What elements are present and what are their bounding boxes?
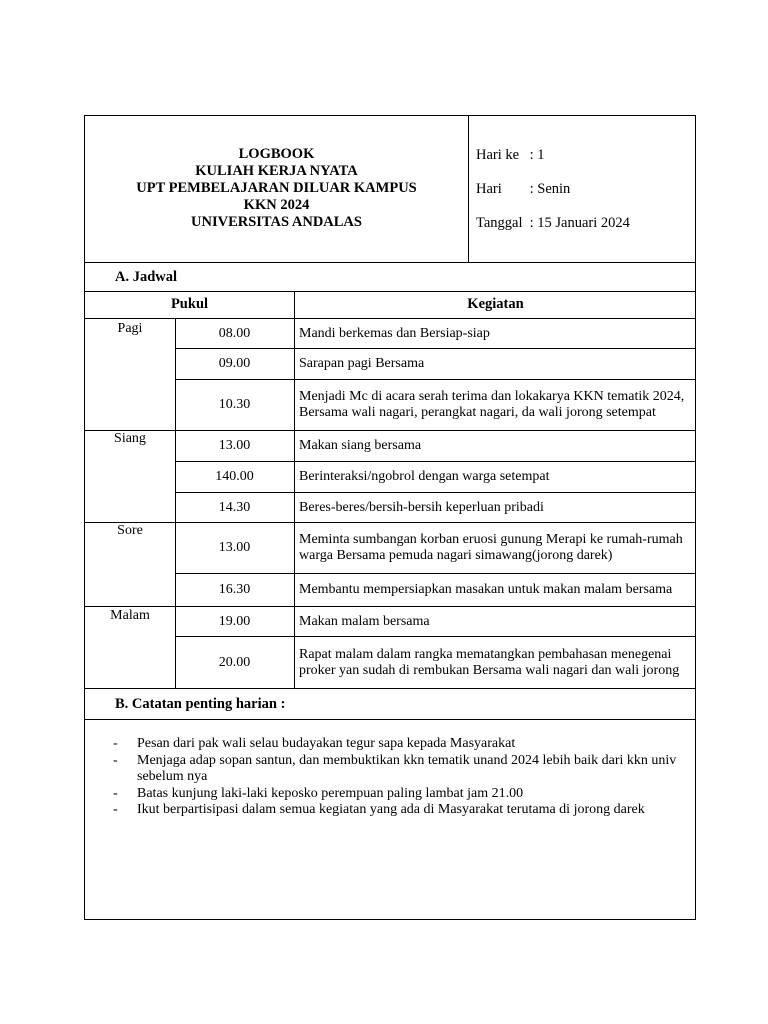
schedule-activity: Meminta sumbangan korban eruosi gunung Merapi ke rumah-rumah warga Bersama pemuda nagari simawang(jorong darek) [299,532,683,563]
schedule-time: 20.00 [218,654,251,670]
title-line-5: UNIVERSITAS ANDALAS [191,214,362,230]
title-line-4: KKN 2024 [243,197,310,213]
schedule-activity: Membantu mempersiapkan masakan untuk makan malam bersama [299,582,673,597]
note-text: Ikut berpartisipasi dalam semua kegiatan yang ada di Masyarakat terutama di jorong darek [137,802,645,817]
schedule-time: 13.00 [218,438,251,453]
section-b-heading: B. Catatan penting harian : [115,696,286,712]
schedule-activity: Makan malam bersama [299,613,430,629]
meta-value: : Senin [529,181,571,197]
schedule-time: 140.00 [215,469,254,484]
rule-line [85,291,695,292]
meta-label: Hari ke [476,147,520,163]
schedule-activity: Mandi berkemas dan Bersiap-siap [299,325,490,341]
note-text: Batas kunjung laki-laki keposko perempuan paling lambat jam 21.00 [137,785,524,801]
bullet-dash: - [113,785,118,801]
note-text: Pesan dari pak wali selau budayakan tegur sapa kepada Masyarakat [137,736,516,751]
period-sore: Sore [117,523,143,538]
schedule-time: 08.00 [218,325,251,341]
logbook-page [84,115,696,920]
note-item [113,753,683,786]
title-line-3: UPT PEMBELAJARAN DILUAR KAMPUS [136,180,417,196]
meta-label: Tanggal [476,215,523,231]
header-divider [468,116,469,262]
rule-line [85,719,695,720]
notes-list [113,736,683,819]
rule-line [85,262,695,263]
schedule-time: 14.30 [218,499,251,515]
schedule-activity: Sarapan pagi Bersama [299,356,425,371]
column-header-pukul: Pukul [170,296,209,312]
schedule-time: 16.30 [218,582,251,597]
bullet-dash: - [113,802,118,817]
meta-label: Hari [476,181,502,197]
schedule-activity: Beres-beres/bersih-bersih keperluan pribadi [299,499,544,515]
logbook-title [85,146,468,231]
period-pagi: Pagi [117,321,143,336]
period-siang: Siang [114,431,146,446]
meta-hari [476,181,570,198]
schedule-activity: Berinteraksi/ngobrol dengan warga setempat [299,469,550,484]
column-divider [294,291,295,688]
period-malam: Malam [110,608,150,623]
title-line-1: LOGBOOK [238,146,315,162]
note-item [113,802,683,819]
section-a-heading: A. Jadwal [115,269,178,285]
schedule-time: 09.00 [218,356,251,371]
schedule-activity: Menjadi Mc di acara serah terima dan lokakarya KKN tematik 2024, Bersama wali nagari, perangkat nagari, da wali jorong setempat [299,389,685,420]
column-header-kegiatan: Kegiatan [467,296,524,312]
schedule-activity: Rapat malam dalam rangka mematangkan pembahasan menegenai proker yan sudah di rembukan Bersama wali nagari dan wali jorong [299,646,680,678]
note-text: Menjaga adap sopan santun, dan membuktikan kkn tematik unand 2024 lebih baik dari kkn univ sebelum nya [137,752,677,784]
schedule-time: 19.00 [218,613,251,629]
bullet-dash: - [113,736,118,751]
meta-value: : 15 Januari 2024 [529,215,630,231]
note-item [113,736,683,753]
rule-line [85,688,695,689]
schedule-time: 10.30 [218,397,251,412]
meta-value: : 1 [529,147,545,163]
schedule-time: 13.00 [218,540,251,555]
title-line-2: KULIAH KERJA NYATA [195,163,358,179]
meta-tanggal [476,215,630,232]
meta-hari-ke [476,147,545,164]
note-item [113,786,683,803]
schedule-activity: Makan siang bersama [299,438,422,453]
bullet-dash: - [113,752,118,768]
